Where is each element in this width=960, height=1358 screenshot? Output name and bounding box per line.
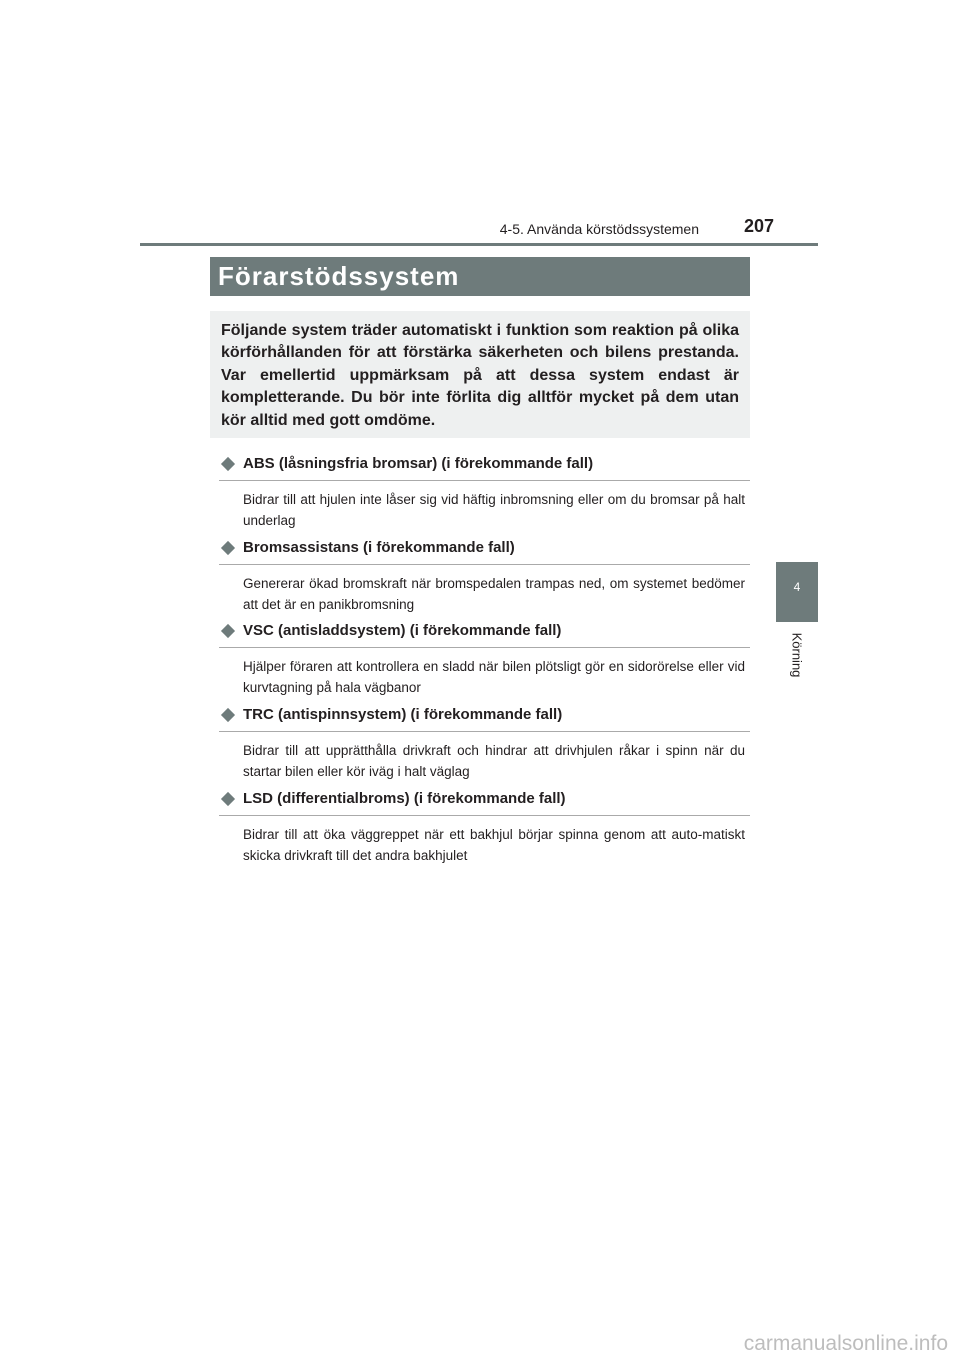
list-item <box>219 455 750 528</box>
item-heading-text: TRC (antispinnsystem) (i förekommande fall) <box>243 706 563 723</box>
list-item <box>219 622 750 695</box>
item-description: Bidrar till att hjulen inte låser sig vid häftig inbromsning eller om du bromsar på halt underlag <box>243 492 745 528</box>
item-heading-text: VSC (antisladdsystem) (i förekommande fall) <box>243 622 562 639</box>
diamond-bullet-icon <box>221 457 235 471</box>
list-item <box>219 539 750 612</box>
diamond-bullet-icon <box>221 541 235 555</box>
item-heading <box>219 622 750 648</box>
page-title: Förarstödssystem <box>218 261 460 291</box>
chapter-label: Körning <box>789 632 805 678</box>
item-heading <box>219 706 750 732</box>
chapter-number: 4 <box>793 580 801 594</box>
item-heading-text: LSD (differentialbroms) (i förekommande fall) <box>243 790 566 807</box>
header-rule <box>140 243 818 246</box>
item-description: Genererar ökad bromskraft när bromspedalen trampas ned, om systemet bedömer att det är en panikbromsning <box>243 576 745 612</box>
intro-box <box>210 311 750 438</box>
diamond-bullet-icon <box>221 624 235 638</box>
item-heading <box>219 539 750 565</box>
list-item <box>219 706 750 779</box>
section-title: 4-5. Använda körstödssystemen <box>499 221 699 237</box>
item-heading <box>219 790 750 816</box>
page-number: 207 <box>743 216 774 236</box>
item-heading <box>219 455 750 481</box>
item-description: Bidrar till att öka väggreppet när ett bakhjul börjar spinna genom att auto-matiskt skicka drivkraft till det andra bakhjulet <box>243 827 745 863</box>
page-title-bar <box>210 257 750 296</box>
intro-text: Följande system träder automatiskt i funktion som reaktion på olika körförhållanden för att förstärka säkerheten och bilens prestanda. Var emellertid uppmärksam på att dessa system endast är kompletterande. Du bör inte förlita dig alltför mycket på dem utan kör alltid med gott omdöme. <box>221 322 739 429</box>
list-item <box>219 790 750 863</box>
item-heading-text: Bromsassistans (i förekommande fall) <box>243 539 515 556</box>
chapter-tab <box>776 562 818 622</box>
item-heading-text: ABS (låsningsfria bromsar) (i förekommande fall) <box>243 455 594 472</box>
diamond-bullet-icon <box>221 708 235 722</box>
watermark-text: carmanualsonline.info <box>743 1332 948 1355</box>
diamond-bullet-icon <box>221 792 235 806</box>
item-description: Bidrar till att upprätthålla drivkraft och hindrar att drivhjulen råkar i spinn när du startar bilen eller kör iväg i halt väglag <box>243 743 745 779</box>
item-description: Hjälper föraren att kontrollera en sladd när bilen plötsligt gör en sidorörelse eller vid kurvtagning på hala vägbanor <box>243 659 745 695</box>
